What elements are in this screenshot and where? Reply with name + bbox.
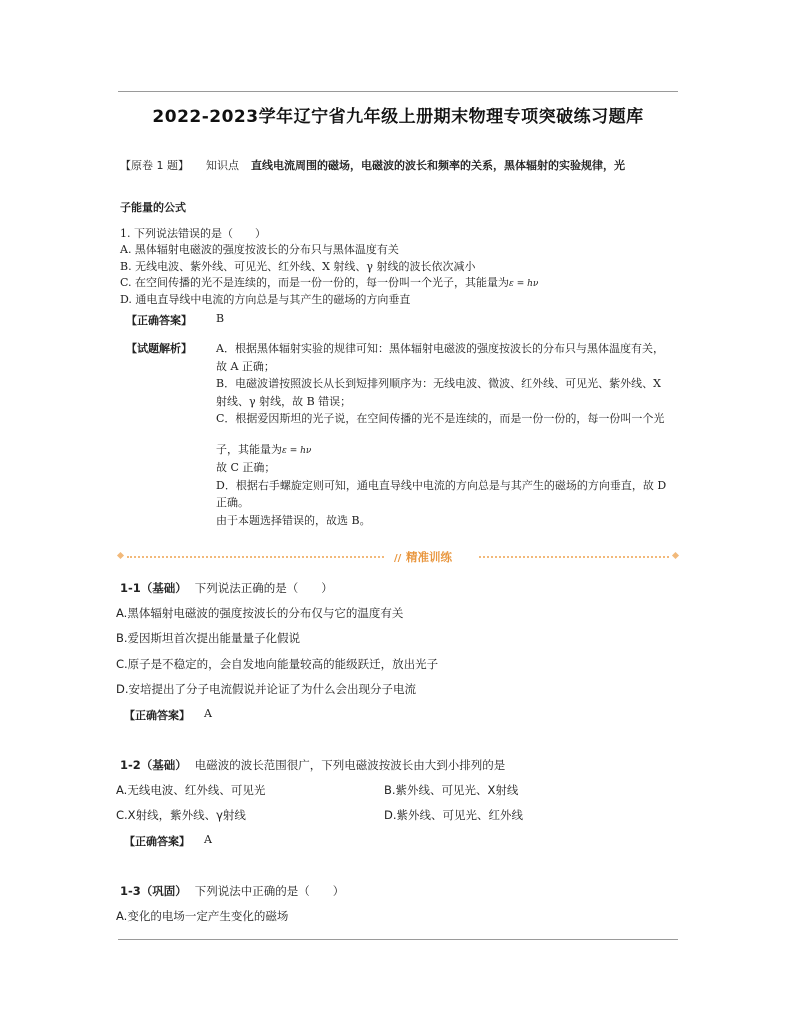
question-option-d: D. 通电直导线中电流的方向总是与其产生的磁场的方向垂直 bbox=[120, 293, 411, 306]
question-level: （基础） bbox=[140, 758, 187, 772]
question-option-b: B. 无线电波、紫外线、可见光、红外线、X 射线、γ 射线的波长依次减小 bbox=[120, 260, 476, 273]
analysis-line: C．根据爱因斯坦的光子说，在空间传播的光不是连续的，而是一份一份的，每一份叫一个光 bbox=[216, 412, 665, 425]
divider-dots bbox=[127, 556, 384, 558]
question-stem: 1. 下列说法错误的是（ ） bbox=[120, 227, 266, 240]
option-c: C.X射线，紫外线、γ射线 bbox=[116, 808, 246, 822]
page-title: 2022-2023学年辽宁省九年级上册期末物理专项突破练习题库 bbox=[152, 107, 644, 127]
analysis-label: 【试题解析】 bbox=[126, 342, 192, 355]
footer-rule bbox=[118, 939, 678, 940]
knowledge-point-line bbox=[120, 157, 625, 173]
question-stem: 下列说法中正确的是（ ） bbox=[194, 884, 345, 898]
practice-question-1-1 bbox=[120, 580, 333, 596]
question-option-a: A. 黑体辐射电磁波的强度按波长的分布只与黑体温度有关 bbox=[120, 243, 399, 256]
option-d: D.紫外线、可见光、红外线 bbox=[384, 808, 524, 822]
question-option-c bbox=[120, 274, 538, 290]
analysis-line: 射线、γ 射线，故 B 错误； bbox=[216, 395, 352, 408]
section-title-text: 精准训练 bbox=[406, 550, 452, 564]
answer-value: A bbox=[204, 833, 212, 846]
knowledge-point-text: 直线电流周围的磁场，电磁波的波长和频率的关系，黑体辐射的实验规律，光 bbox=[251, 159, 625, 172]
analysis-line: 正确。 bbox=[216, 496, 249, 509]
option-b: B.紫外线、可见光、X射线 bbox=[384, 783, 519, 797]
question-number: 1-1 bbox=[120, 581, 141, 595]
question-stem: 电磁波的波长范围很广，下列电磁波按波长由大到小排列的是 bbox=[194, 758, 506, 772]
question-stem: 下列说法正确的是（ ） bbox=[194, 581, 333, 595]
analysis-line-text: 子，其能量为 bbox=[216, 443, 282, 456]
analysis-line: 故 C 正确； bbox=[216, 461, 276, 474]
knowledge-point-label: 知识点 bbox=[206, 159, 239, 172]
analysis-line: 由于本题选择错误的，故选 B。 bbox=[216, 514, 371, 527]
question-number: 1-3 bbox=[120, 884, 141, 898]
answer-value: B bbox=[216, 312, 225, 325]
formula: ε = hν bbox=[282, 446, 312, 456]
analysis-line bbox=[216, 441, 311, 457]
divider-ornament-icon bbox=[672, 552, 679, 559]
question-option-c-text: C. 在空间传播的光不是连续的，而是一份一份的，每一份叫一个光子，其能量为 bbox=[120, 276, 510, 289]
knowledge-point-text-cont: 子能量的公式 bbox=[120, 201, 186, 214]
analysis-line: D．根据右手螺旋定则可知，通电直导线中电流的方向总是与其产生的磁场的方向垂直，故 D bbox=[216, 479, 667, 492]
section-title bbox=[394, 549, 452, 565]
option-a: A.黑体辐射电磁波的强度按波长的分布仅与它的温度有关 bbox=[116, 606, 404, 620]
answer-value: A bbox=[204, 707, 212, 720]
source-tag: 【原卷 1 题】 bbox=[120, 159, 189, 172]
header-rule bbox=[118, 91, 678, 92]
option-d: D.安培提出了分子电流假说并论证了为什么会出现分子电流 bbox=[116, 682, 417, 696]
question-number: 1-2 bbox=[120, 758, 141, 772]
practice-question-1-3 bbox=[120, 883, 344, 899]
analysis-line: 故 A 正确； bbox=[216, 360, 275, 373]
option-c: C.原子是不稳定的，会自发地向能量较高的能级跃迁，放出光子 bbox=[116, 657, 439, 671]
slash-ornament-icon: // bbox=[394, 553, 402, 564]
divider-dots bbox=[479, 556, 669, 558]
question-level: （基础） bbox=[140, 581, 187, 595]
option-b: B.爱因斯坦首次提出能量量子化假说 bbox=[116, 631, 301, 645]
question-level: （巩固） bbox=[140, 884, 187, 898]
analysis-block bbox=[216, 340, 764, 530]
section-divider bbox=[118, 549, 678, 565]
analysis-line: A．根据黑体辐射实验的规律可知：黑体辐射电磁波的强度按波长的分布只与黑体温度有关， bbox=[216, 342, 664, 355]
practice-question-1-2 bbox=[120, 757, 505, 773]
option-a: A.变化的电场一定产生变化的磁场 bbox=[116, 909, 289, 923]
answer-label: 【正确答案】 bbox=[124, 835, 190, 848]
answer-label: 【正确答案】 bbox=[124, 709, 190, 722]
analysis-line: B．电磁波谱按照波长从长到短排列顺序为：无线电波、微波、红外线、可见光、紫外线、X bbox=[216, 377, 661, 390]
answer-label: 【正确答案】 bbox=[126, 314, 192, 327]
divider-ornament-icon bbox=[117, 552, 124, 559]
option-a: A.无线电波、红外线、可见光 bbox=[116, 783, 266, 797]
formula: ε = hν bbox=[509, 279, 539, 289]
